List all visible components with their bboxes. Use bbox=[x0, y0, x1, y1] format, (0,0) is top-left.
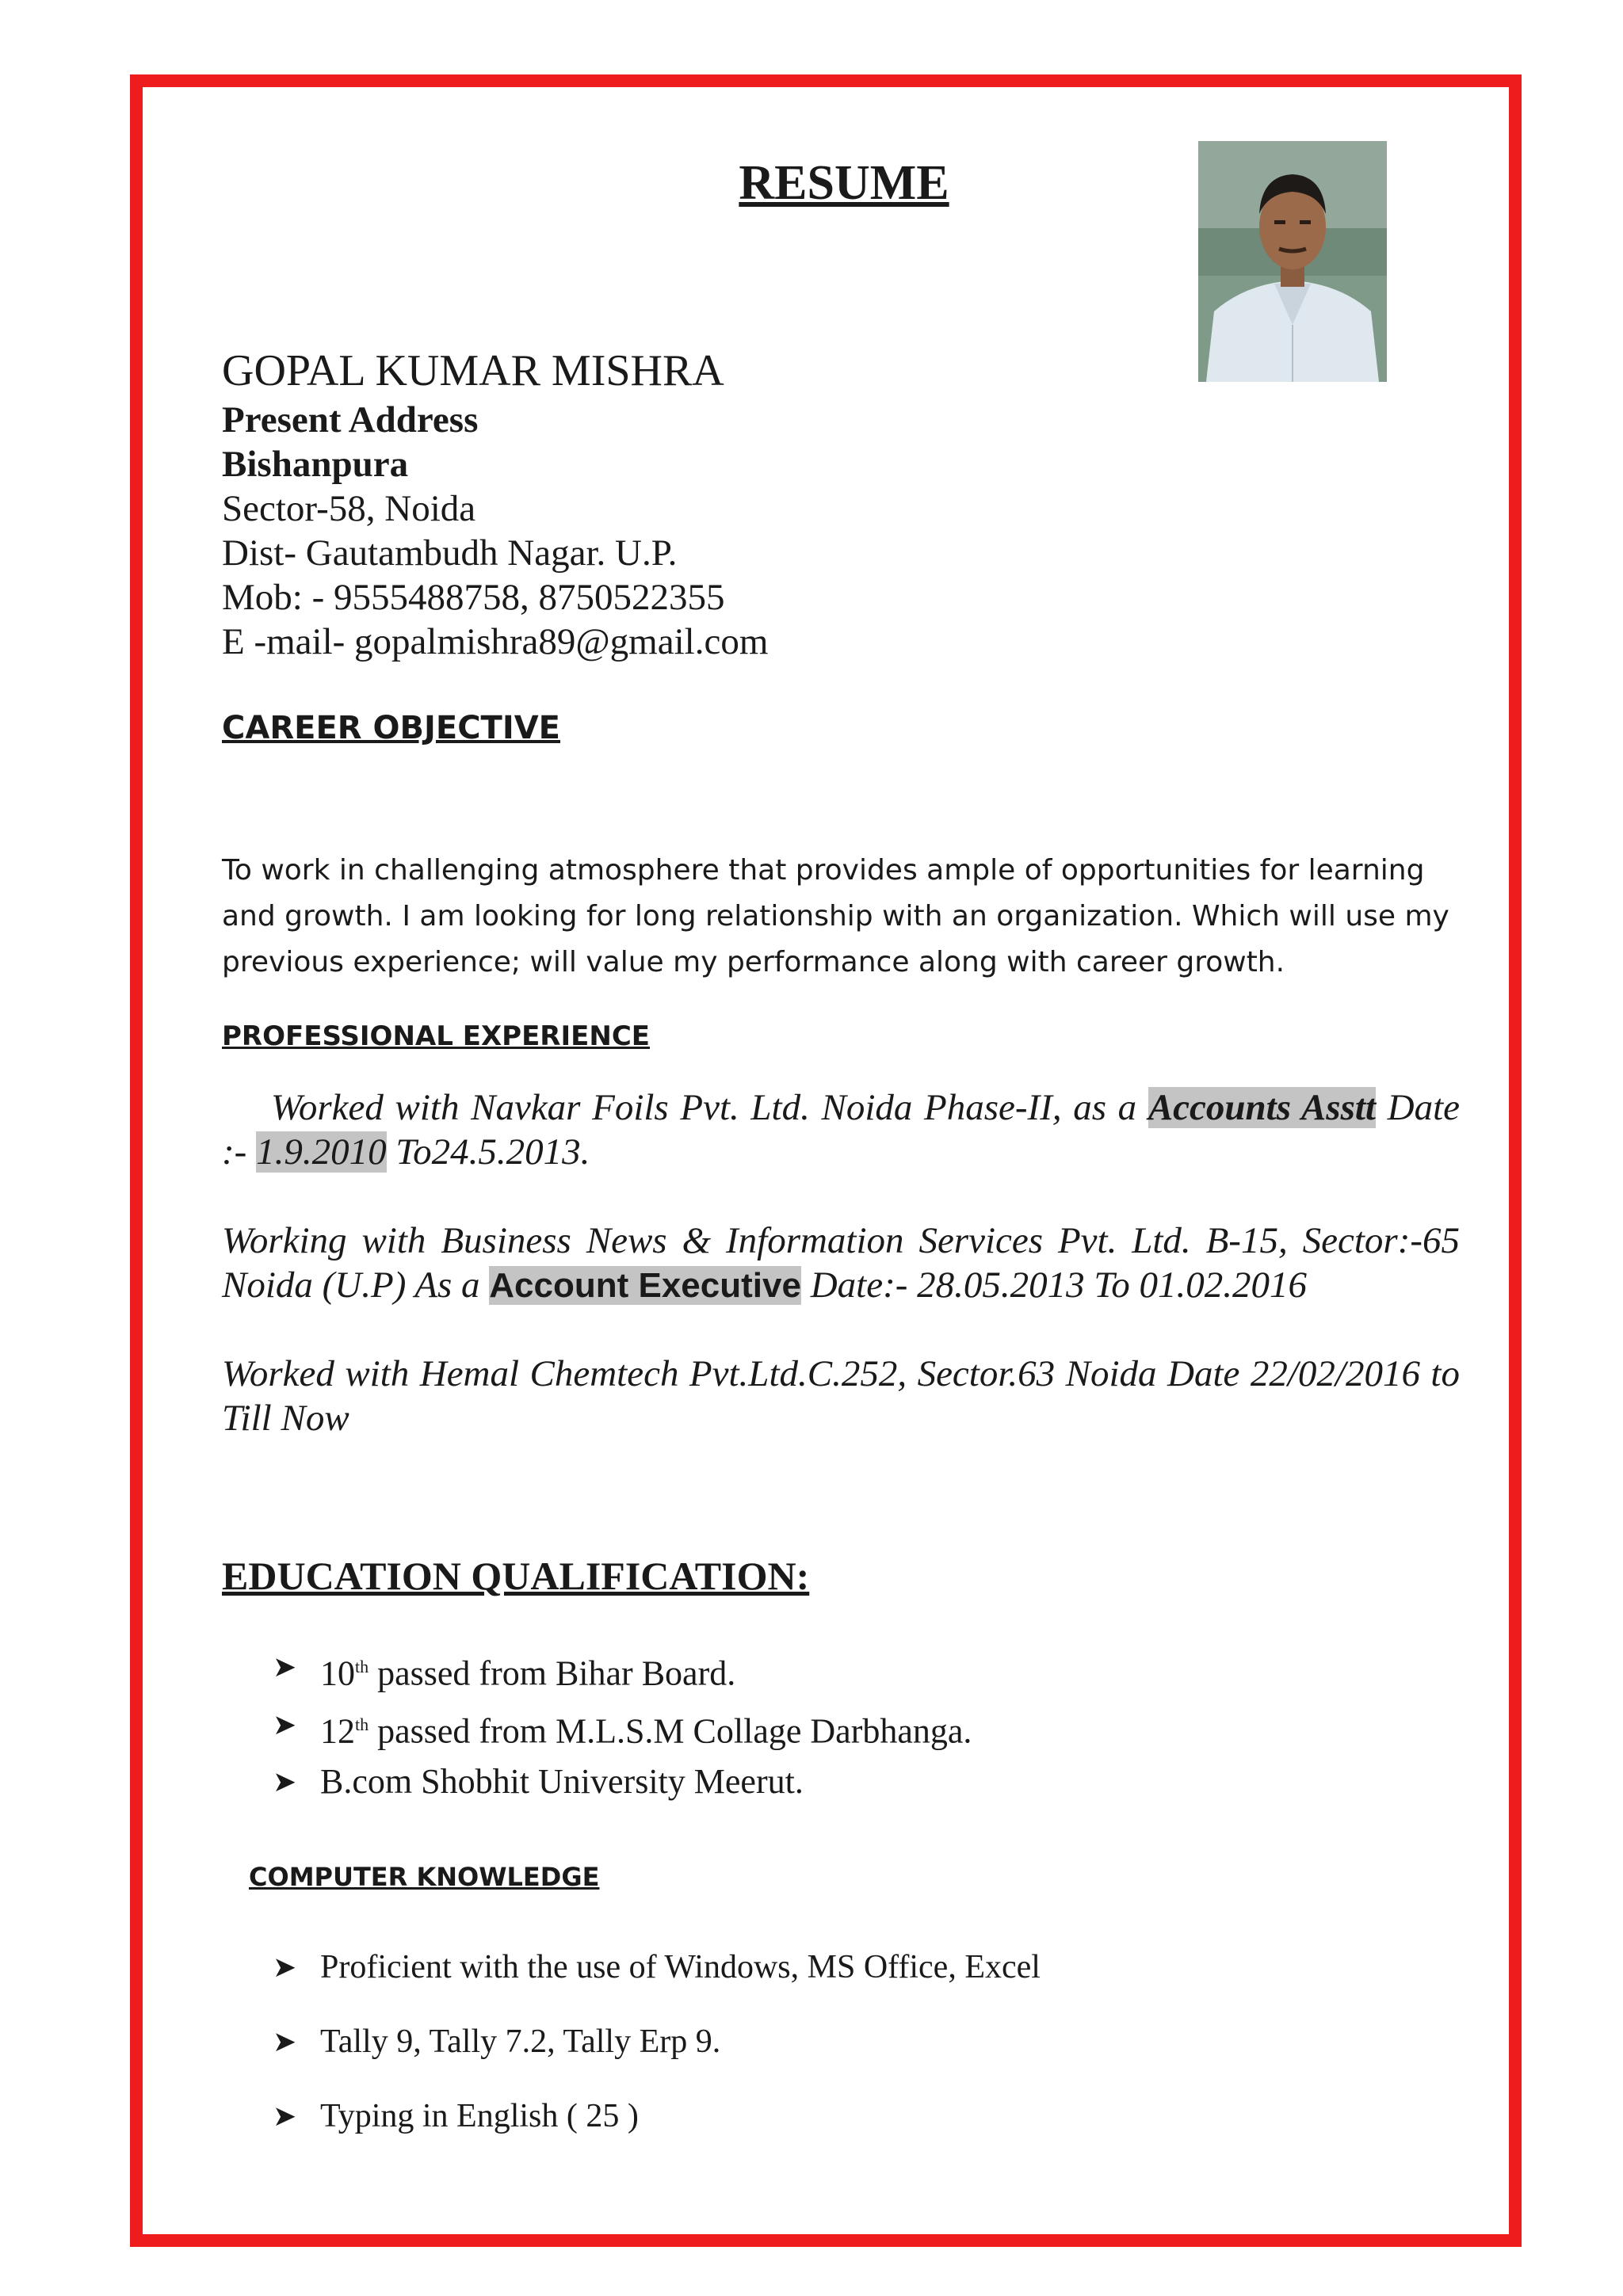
job-2-dates: Date:- 28.05.2013 To 01.02.2016 bbox=[800, 1264, 1307, 1306]
computer-knowledge-heading: COMPUTER KNOWLEDGE bbox=[249, 1862, 600, 1892]
ordinal-suffix: th bbox=[355, 1714, 369, 1734]
mobile-numbers: Mob: - 9555488758, 8750522355 bbox=[222, 577, 725, 618]
candidate-name: GOPAL KUMAR MISHRA bbox=[222, 346, 724, 395]
education-heading: EDUCATION QUALIFICATION: bbox=[222, 1554, 810, 1598]
list-item bbox=[222, 1756, 972, 1807]
skill-text: Proficient with the use of Windows, MS Office, Excel bbox=[320, 1949, 1041, 1985]
arrowhead-bullet-icon: ➤ bbox=[273, 2100, 297, 2132]
computer-knowledge-list bbox=[222, 1930, 1041, 2153]
skill-text: Tally 9, Tally 7.2, Tally Erp 9. bbox=[320, 2023, 721, 2060]
email-address: E -mail- gopalmishra89@gmail.com bbox=[222, 621, 769, 662]
address-line-3: Dist- Gautambudh Nagar. U.P. bbox=[222, 532, 678, 574]
list-item bbox=[222, 1642, 972, 1699]
list-item bbox=[222, 1930, 1041, 2004]
arrowhead-bullet-icon: ➤ bbox=[273, 2026, 297, 2058]
job-1-end-date: To24.5.2013. bbox=[386, 1131, 590, 1173]
job-1-start-date: 1.9.2010 bbox=[256, 1131, 387, 1173]
address-line-1: Bishanpura bbox=[222, 444, 409, 485]
resume-title: RESUME bbox=[739, 156, 949, 210]
job-1-date-label: Date :- bbox=[222, 1087, 1460, 1173]
education-list bbox=[222, 1642, 972, 1807]
list-item bbox=[222, 2079, 1041, 2153]
arrowhead-bullet-icon: ➤ bbox=[273, 1951, 297, 1983]
education-text: passed from M.L.S.M Collage Darbhanga. bbox=[369, 1711, 972, 1751]
career-objective-text: To work in challenging atmosphere that provides ample of opportunities for learning and growth. I am looking for long relationship with an organization. Which will use my previous experience; will value my performance along with career growth. bbox=[222, 854, 1449, 978]
professional-experience-heading: PROFESSIONAL EXPERIENCE bbox=[222, 1020, 650, 1052]
grade-number: 10 bbox=[320, 1653, 355, 1693]
career-objective-heading: CAREER OBJECTIVE bbox=[222, 710, 560, 746]
experience-job-1 bbox=[222, 1085, 1460, 1174]
arrowhead-bullet-icon: ➤ bbox=[273, 1708, 297, 1741]
job-1-role: Accounts Asstt bbox=[1148, 1087, 1376, 1128]
arrowhead-bullet-icon: ➤ bbox=[273, 1766, 297, 1798]
ordinal-suffix: th bbox=[355, 1657, 369, 1676]
education-text: passed from Bihar Board. bbox=[369, 1653, 736, 1693]
list-item bbox=[222, 2004, 1041, 2079]
job-2-company: Working with Business News & Information Services Pvt. Ltd. B-15, Sector:-65 Noida (U.P) As a bbox=[222, 1220, 1460, 1306]
experience-job-2 bbox=[222, 1219, 1460, 1308]
address-label: Present Address bbox=[222, 399, 479, 441]
profile-photo-image bbox=[1198, 141, 1387, 382]
address-line-2: Sector-58, Noida bbox=[222, 488, 476, 529]
profile-photo bbox=[1198, 141, 1387, 382]
education-text: B.com Shobhit University Meerut. bbox=[320, 1762, 804, 1802]
skill-text: Typing in English ( 25 ) bbox=[320, 2098, 639, 2134]
list-item bbox=[222, 1699, 972, 1757]
job-2-role: Account Executive bbox=[489, 1266, 801, 1305]
job-1-company: Worked with Navkar Foils Pvt. Ltd. Noida Phase-II, as a bbox=[271, 1087, 1148, 1128]
arrowhead-bullet-icon: ➤ bbox=[273, 1651, 297, 1683]
experience-job-3: Worked with Hemal Chemtech Pvt.Ltd.C.252, Sector.63 Noida Date 22/02/2016 to Till Now bbox=[222, 1353, 1460, 1439]
grade-number: 12 bbox=[320, 1711, 355, 1751]
